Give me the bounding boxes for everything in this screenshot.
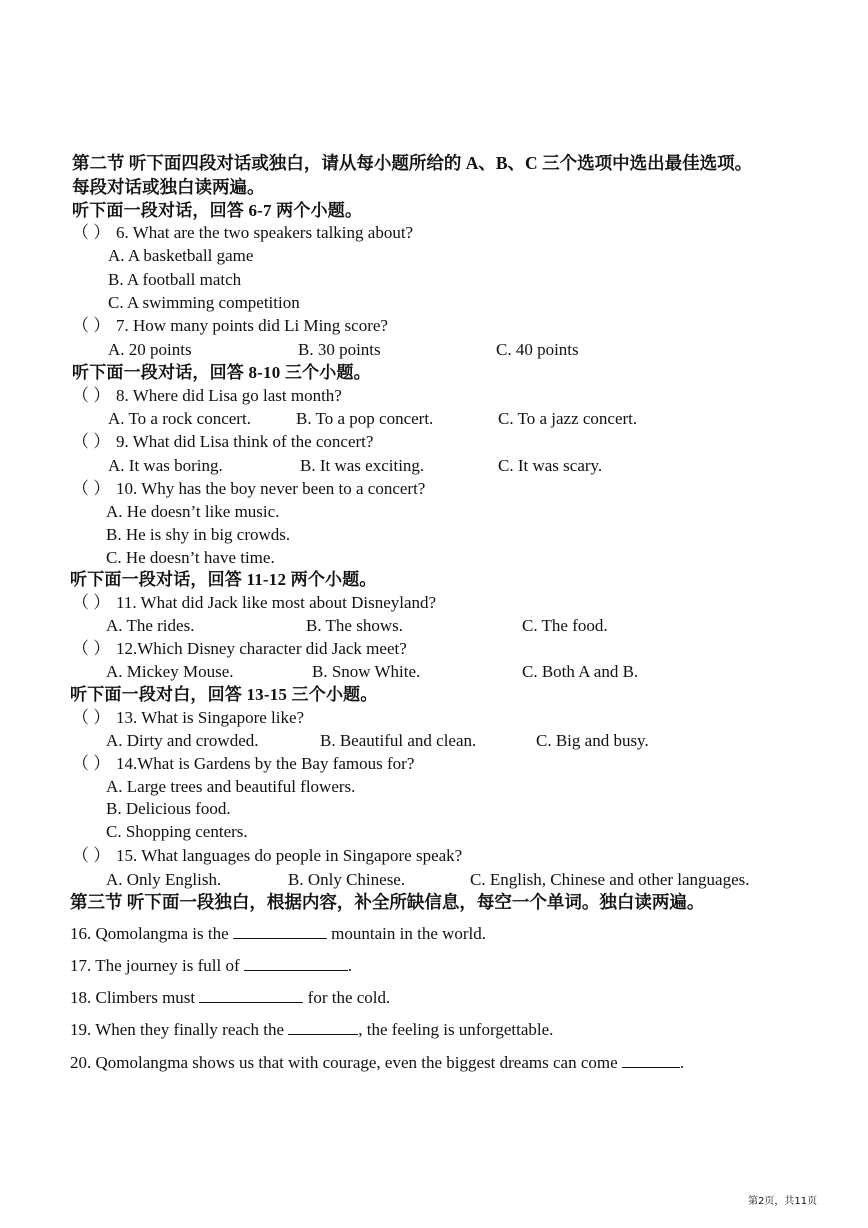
fill-text-after: , the feeling is unforgettable. [358, 1020, 554, 1039]
option-11c: C. The food. [522, 616, 608, 635]
question-14 [72, 753, 414, 775]
option-9b: B. It was exciting. [300, 456, 425, 475]
question-7 [72, 315, 388, 337]
answer-blank[interactable] [199, 987, 303, 1003]
option-6b: B. A football match [108, 270, 242, 289]
fill-item-17 [70, 955, 352, 977]
group-intro-8-10: 听下面一段对话，回答 8-10 三个小题。 [72, 363, 371, 382]
group-intro-6-7: 听下面一段对话，回答 6-7 两个小题。 [72, 201, 363, 220]
option-8b: B. To a pop concert. [296, 409, 434, 428]
option-13b: B. Beautiful and clean. [320, 731, 477, 750]
question-6 [72, 222, 413, 244]
question-8 [72, 385, 342, 407]
question-stem: 7. How many points did Li Ming score? [116, 316, 388, 335]
fill-item-19 [70, 1019, 553, 1041]
answer-paren[interactable]: （ ） [72, 593, 111, 612]
section2-heading-line2: 每段对话或独白读两遍。 [72, 177, 265, 197]
fill-item-18 [70, 987, 390, 1009]
answer-paren[interactable]: （ ） [72, 479, 111, 498]
option-8c: C. To a jazz concert. [498, 409, 638, 428]
section3-heading: 第三节 听下面一段独白，根据内容，补全所缺信息，每空一个单词。独白读两遍。 [70, 892, 705, 912]
option-15c: C. English, Chinese and other languages. [470, 870, 750, 889]
fill-text-before: 17. The journey is full of [70, 956, 244, 975]
section2-heading-line1: 第二节 听下面四段对话或独白，请从每小题所给的 A、B、C 三个选项中选出最佳选项。 [72, 153, 753, 173]
option-7b: B. 30 points [298, 340, 381, 359]
option-7a: A. 20 points [108, 340, 192, 359]
option-12c: C. Both A and B. [522, 662, 639, 681]
answer-blank[interactable] [233, 923, 327, 939]
fill-text-after: mountain in the world. [326, 924, 487, 943]
answer-paren[interactable]: （ ） [72, 754, 111, 773]
option-13a: A. Dirty and crowded. [106, 731, 259, 750]
question-stem: 15. What languages do people in Singapore speak? [116, 846, 463, 865]
fill-text-before: 16. Qomolangma is the [70, 924, 233, 943]
option-14a: A. Large trees and beautiful flowers. [106, 777, 356, 796]
question-13 [72, 707, 304, 729]
answer-paren[interactable]: （ ） [72, 846, 111, 865]
fill-text-after: . [679, 1053, 685, 1072]
option-13c: C. Big and busy. [536, 731, 649, 750]
fill-text-after: . [347, 956, 353, 975]
option-7c: C. 40 points [496, 340, 579, 359]
fill-text-before: 19. When they finally reach the [70, 1020, 289, 1039]
option-11a: A. The rides. [106, 616, 195, 635]
question-11 [72, 592, 436, 614]
answer-blank[interactable] [622, 1052, 680, 1068]
option-6c: C. A swimming competition [108, 293, 300, 312]
question-12 [72, 638, 407, 660]
fill-text-before: 18. Climbers must [70, 988, 200, 1007]
answer-paren[interactable]: （ ） [72, 708, 111, 727]
question-9 [72, 431, 373, 453]
question-stem: 6. What are the two speakers talking about? [116, 223, 414, 242]
option-6a: A. A basketball game [108, 246, 254, 265]
answer-paren[interactable]: （ ） [72, 386, 111, 405]
option-8a: A. To a rock concert. [108, 409, 251, 428]
question-stem: 11. What did Jack like most about Disneyland? [116, 593, 437, 612]
answer-paren[interactable]: （ ） [72, 223, 111, 242]
option-12b: B. Snow White. [312, 662, 421, 681]
page-number: 第2页，共11页 [748, 1196, 818, 1207]
answer-paren[interactable]: （ ） [72, 432, 111, 451]
question-stem: 13. What is Singapore like? [116, 708, 305, 727]
answer-blank[interactable] [288, 1019, 358, 1035]
question-stem: 8. Where did Lisa go last month? [116, 386, 342, 405]
group-intro-13-15: 听下面一段对白，回答 13-15 三个小题。 [70, 685, 378, 704]
option-11b: B. The shows. [306, 616, 403, 635]
question-stem: 9. What did Lisa think of the concert? [116, 432, 374, 451]
option-14b: B. Delicious food. [106, 799, 231, 818]
fill-text-after: for the cold. [303, 988, 391, 1007]
answer-paren[interactable]: （ ） [72, 639, 111, 658]
option-15a: A. Only English. [106, 870, 222, 889]
option-12a: A. Mickey Mouse. [106, 662, 234, 681]
option-9a: A. It was boring. [108, 456, 223, 475]
answer-blank[interactable] [244, 955, 348, 971]
question-15 [72, 845, 462, 867]
fill-item-16 [70, 923, 486, 945]
question-10 [72, 478, 425, 500]
question-stem: 14.What is Gardens by the Bay famous for? [116, 754, 415, 773]
option-9c: C. It was scary. [498, 456, 603, 475]
option-14c: C. Shopping centers. [106, 822, 248, 841]
option-15b: B. Only Chinese. [288, 870, 406, 889]
fill-text-before: 20. Qomolangma shows us that with courage, even the biggest dreams can come [70, 1053, 622, 1072]
group-intro-11-12: 听下面一段对话，回答 11-12 两个小题。 [70, 570, 377, 589]
option-10b: B. He is shy in big crowds. [106, 525, 291, 544]
fill-item-20 [70, 1052, 684, 1074]
option-10c: C. He doesn’t have time. [106, 548, 275, 567]
option-10a: A. He doesn’t like music. [106, 502, 280, 521]
question-stem: 12.Which Disney character did Jack meet? [116, 639, 407, 658]
answer-paren[interactable]: （ ） [72, 316, 111, 335]
question-stem: 10. Why has the boy never been to a concert? [116, 479, 426, 498]
